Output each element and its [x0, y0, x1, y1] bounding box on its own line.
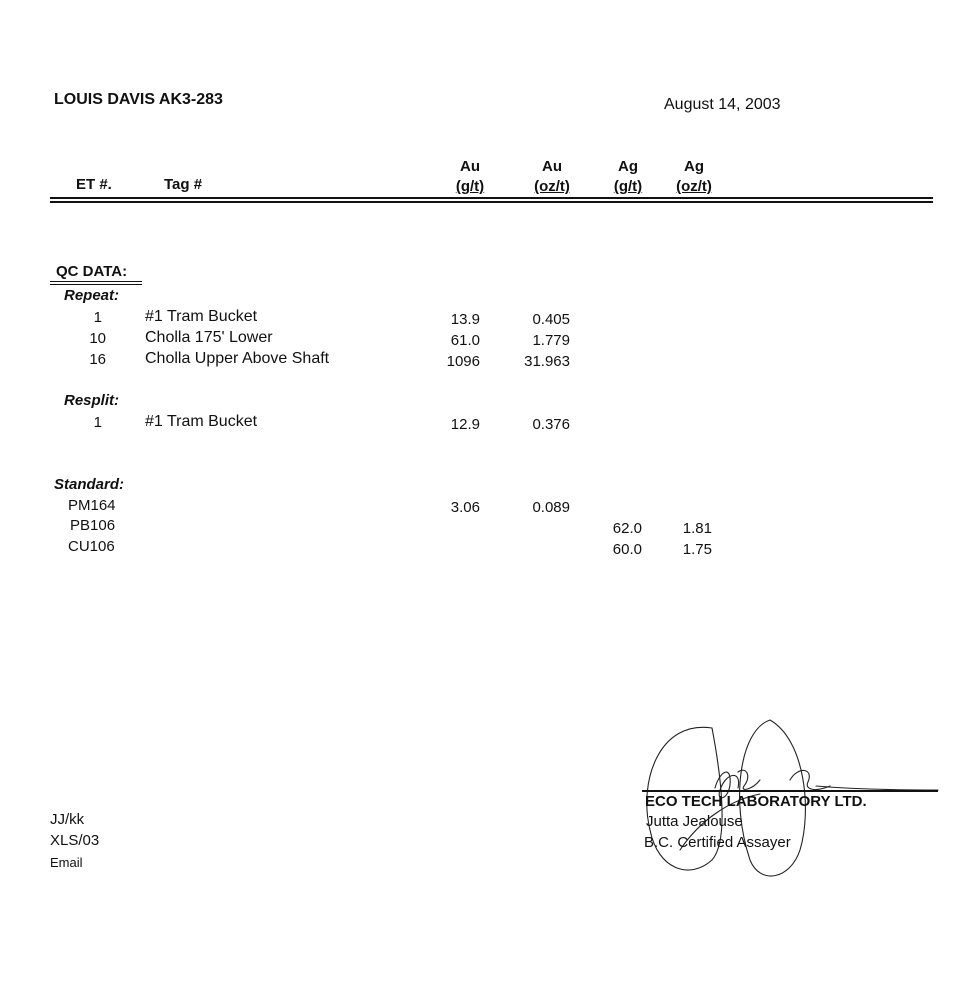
project-title: LOUIS DAVIS AK3-283 [54, 91, 223, 108]
col-et-header: ET #. [76, 176, 112, 193]
row-au-ozt: 1.779 [532, 332, 570, 349]
resplit-label: Resplit: [64, 392, 120, 409]
standard-name: CU106 [68, 538, 115, 555]
header-rule-top [50, 197, 933, 199]
footer-initials: JJ/kk [50, 811, 85, 828]
signature-company: ECO TECH LABORATORY LTD. [645, 793, 867, 810]
row-au-gt: 13.9 [450, 311, 480, 328]
standard-name: PB106 [70, 517, 116, 534]
col-ag-ozt-unit: (oz/t) [676, 178, 712, 195]
row-au-gt: 1096 [446, 353, 480, 370]
row-et: 1 [93, 309, 102, 326]
row-et: 10 [89, 330, 106, 347]
footer-file: XLS/03 [50, 832, 100, 849]
row-ag-ozt: 1.81 [682, 520, 712, 537]
col-ag-ozt-top: Ag [684, 158, 704, 175]
signature-name: Jutta Jealouse [646, 813, 743, 830]
row-ag-ozt: 1.75 [682, 541, 712, 558]
row-au-ozt: 0.089 [532, 499, 570, 516]
row-ag-gt: 62.0 [612, 520, 642, 537]
row-au-ozt: 0.376 [532, 416, 570, 433]
standard-name: PM164 [68, 497, 116, 514]
report-date: August 14, 2003 [664, 96, 781, 113]
row-au-ozt: 31.963 [524, 353, 570, 370]
qc-title-rule-bottom [50, 284, 142, 285]
qc-title: QC DATA: [56, 263, 128, 280]
row-au-gt: 12.9 [450, 416, 480, 433]
header-rule-bottom [50, 201, 933, 203]
row-au-gt: 61.0 [450, 332, 480, 349]
col-au-gt-unit: (g/t) [455, 178, 485, 195]
row-tag: #1 Tram Bucket [145, 308, 258, 325]
row-au-gt: 3.06 [450, 499, 480, 516]
col-tag-header: Tag # [164, 176, 203, 193]
row-et: 16 [89, 351, 106, 368]
signature-line [642, 790, 938, 792]
col-ag-gt-unit: (g/t) [613, 178, 643, 195]
row-au-ozt: 0.405 [532, 311, 570, 328]
repeat-label: Repeat: [64, 287, 120, 304]
qc-title-rule-top [50, 281, 142, 282]
signature-block [620, 710, 940, 890]
row-tag: Cholla Upper Above Shaft [145, 350, 330, 367]
col-au-gt-top: Au [460, 158, 480, 175]
footer-delivery: Email [50, 855, 83, 870]
col-au-ozt-unit: (oz/t) [534, 178, 570, 195]
row-tag: Cholla 175' Lower [145, 329, 273, 346]
row-tag: #1 Tram Bucket [145, 413, 258, 430]
col-au-ozt-top: Au [542, 158, 562, 175]
signature-title: B.C. Certified Assayer [644, 834, 791, 851]
col-ag-gt-top: Ag [618, 158, 638, 175]
standard-label: Standard: [54, 476, 125, 493]
row-ag-gt: 60.0 [612, 541, 642, 558]
row-et: 1 [93, 414, 102, 431]
